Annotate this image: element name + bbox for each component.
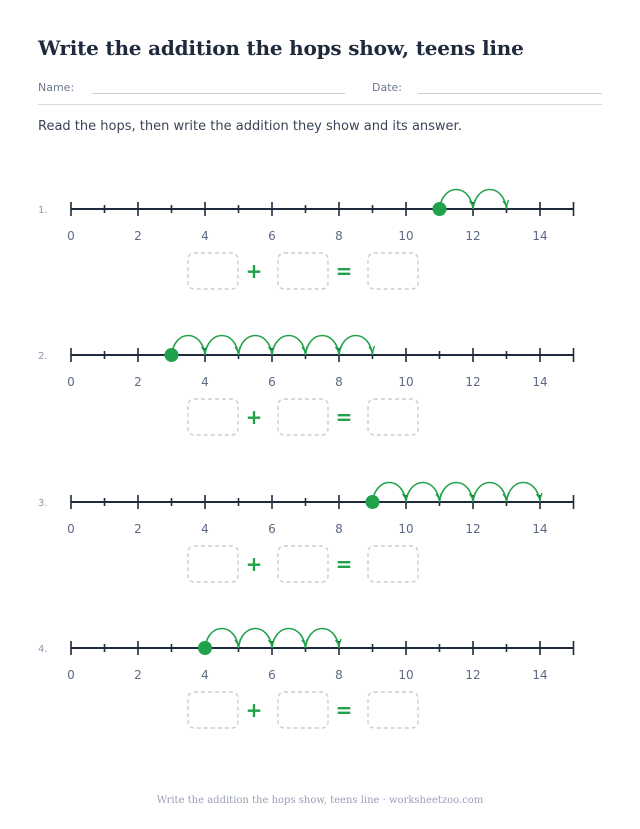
hop-arc bbox=[239, 629, 273, 649]
tick-label: 4 bbox=[201, 375, 209, 389]
tick-label: 2 bbox=[134, 522, 142, 536]
start-dot bbox=[165, 348, 179, 362]
problem-number: 3. bbox=[38, 498, 48, 509]
hop-arc bbox=[440, 483, 474, 503]
tick-label: 8 bbox=[335, 375, 343, 389]
start-dot bbox=[433, 202, 447, 216]
tick-label: 0 bbox=[67, 668, 75, 682]
answer-row-1 bbox=[0, 252, 640, 292]
problem-2 bbox=[0, 308, 640, 408]
tick-label: 14 bbox=[532, 668, 548, 682]
tick-label: 0 bbox=[67, 522, 75, 536]
tick-label: 0 bbox=[67, 375, 75, 389]
addend-1-box[interactable] bbox=[188, 253, 238, 289]
hop-arc bbox=[239, 336, 273, 356]
tick-label: 14 bbox=[532, 229, 548, 243]
start-dot bbox=[198, 641, 212, 655]
problem-1 bbox=[0, 162, 640, 262]
tick-label: 2 bbox=[134, 668, 142, 682]
equals-sign: = bbox=[335, 698, 353, 722]
tick-label: 10 bbox=[398, 668, 414, 682]
tick-label: 6 bbox=[268, 522, 276, 536]
plus-sign: + bbox=[245, 552, 263, 576]
hop-arc bbox=[473, 483, 507, 503]
hop-arc bbox=[306, 629, 340, 649]
tick-label: 6 bbox=[268, 375, 276, 389]
tick-label: 12 bbox=[465, 375, 481, 389]
problem-number: 4. bbox=[38, 644, 48, 655]
tick-label: 10 bbox=[398, 375, 414, 389]
name-label: Name: bbox=[38, 81, 75, 94]
hop-arc bbox=[272, 336, 306, 356]
plus-sign: + bbox=[245, 405, 263, 429]
sum-box[interactable] bbox=[368, 692, 418, 728]
tick-label: 2 bbox=[134, 229, 142, 243]
hop-arc bbox=[306, 336, 340, 356]
tick-label: 10 bbox=[398, 229, 414, 243]
sum-box[interactable] bbox=[368, 546, 418, 582]
tick-label: 2 bbox=[134, 375, 142, 389]
tick-label: 14 bbox=[532, 522, 548, 536]
date-field[interactable] bbox=[418, 93, 602, 94]
hop-arc bbox=[507, 483, 541, 503]
tick-label: 10 bbox=[398, 522, 414, 536]
tick-label: 8 bbox=[335, 668, 343, 682]
hop-arc bbox=[339, 336, 373, 356]
answer-row-2 bbox=[0, 398, 640, 438]
tick-label: 12 bbox=[465, 668, 481, 682]
addend-1-box[interactable] bbox=[188, 546, 238, 582]
plus-sign: + bbox=[245, 259, 263, 283]
addend-2-box[interactable] bbox=[278, 253, 328, 289]
problem-number: 2. bbox=[38, 351, 48, 362]
addend-1-box[interactable] bbox=[188, 399, 238, 435]
start-dot bbox=[366, 495, 380, 509]
tick-label: 14 bbox=[532, 375, 548, 389]
tick-label: 12 bbox=[465, 229, 481, 243]
tick-label: 12 bbox=[465, 522, 481, 536]
tick-label: 0 bbox=[67, 229, 75, 243]
problem-3 bbox=[0, 455, 640, 555]
tick-label: 4 bbox=[201, 668, 209, 682]
equals-sign: = bbox=[335, 552, 353, 576]
name-field[interactable] bbox=[92, 93, 345, 94]
addend-1-box[interactable] bbox=[188, 692, 238, 728]
tick-label: 4 bbox=[201, 522, 209, 536]
tick-label: 4 bbox=[201, 229, 209, 243]
hop-arc bbox=[272, 629, 306, 649]
problem-4 bbox=[0, 601, 640, 701]
answer-row-3 bbox=[0, 545, 640, 585]
header-divider bbox=[38, 104, 602, 105]
sum-box[interactable] bbox=[368, 253, 418, 289]
addend-2-box[interactable] bbox=[278, 692, 328, 728]
tick-label: 8 bbox=[335, 229, 343, 243]
sum-box[interactable] bbox=[368, 399, 418, 435]
addend-2-box[interactable] bbox=[278, 399, 328, 435]
tick-label: 8 bbox=[335, 522, 343, 536]
problem-number: 1. bbox=[38, 205, 48, 216]
tick-label: 6 bbox=[268, 229, 276, 243]
hop-arc bbox=[406, 483, 440, 503]
date-label: Date: bbox=[372, 81, 402, 94]
hop-arc bbox=[473, 190, 507, 210]
plus-sign: + bbox=[245, 698, 263, 722]
tick-label: 6 bbox=[268, 668, 276, 682]
addend-2-box[interactable] bbox=[278, 546, 328, 582]
footer: Write the addition the hops show, teens line · worksheetzoo.com bbox=[156, 795, 484, 806]
equals-sign: = bbox=[335, 405, 353, 429]
answer-row-4 bbox=[0, 691, 640, 731]
page-title: Write the addition the hops show, teens line bbox=[38, 36, 524, 60]
hop-arc bbox=[205, 336, 239, 356]
instructions: Read the hops, then write the addition they show and its answer. bbox=[38, 119, 462, 134]
equals-sign: = bbox=[335, 259, 353, 283]
